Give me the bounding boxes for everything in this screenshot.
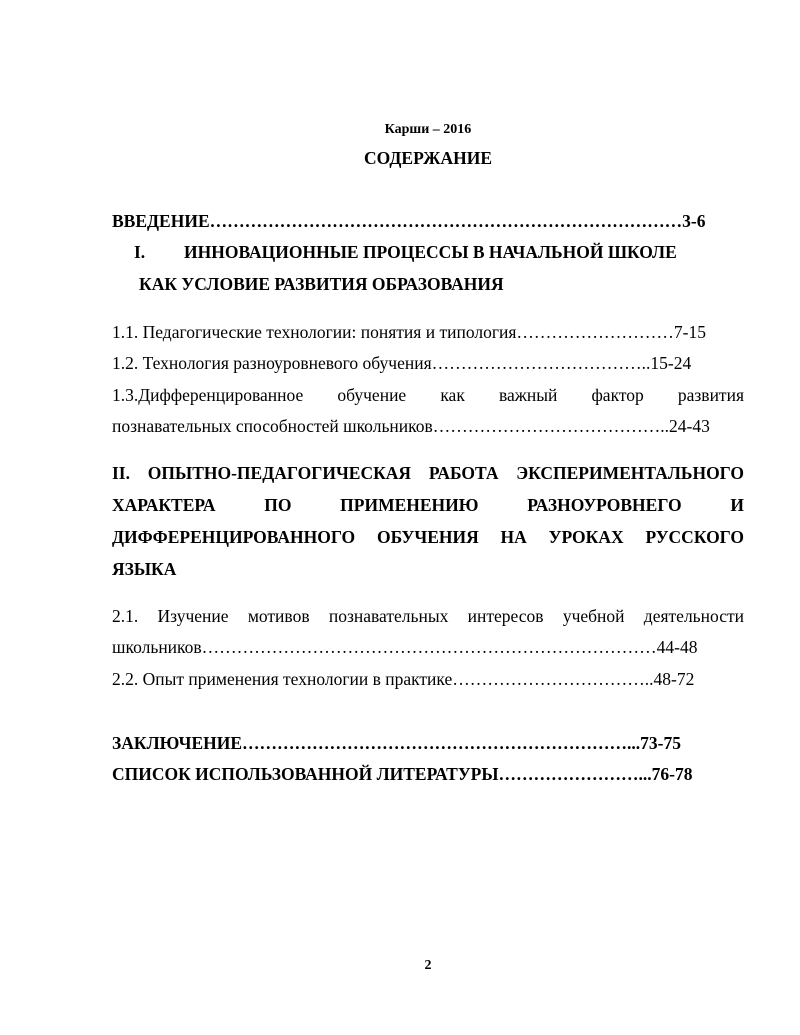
toc-section-1-3-line2: познавательных способностей школьников…………………………………..24-43 [112, 416, 710, 436]
toc-chapter2-line3: ДИФФЕРЕНЦИРОВАННОГО ОБУЧЕНИЯ НА УРОКАХ РУССКОГО [112, 527, 744, 547]
toc-chapter2-line2: ХАРАКТЕРА ПО ПРИМЕНЕНИЮ РАЗНОУРОВНЕГО И [112, 495, 744, 515]
toc-references: СПИСОК ИСПОЛЬЗОВАННОЙ ЛИТЕРАТУРЫ……………………...76-78 [112, 764, 693, 784]
page-number: 2 [424, 958, 432, 973]
toc-section-2-2: 2.2. Опыт применения технологии в практике……………………………..48-72 [112, 669, 695, 689]
toc-chapter1-title-line1: ИННОВАЦИОННЫЕ ПРОЦЕССЫ В НАЧАЛЬНОЙ ШКОЛЕ [184, 242, 677, 262]
page-title: СОДЕРЖАНИЕ [363, 148, 492, 168]
toc-section-1-1: 1.1. Педагогические технологии: понятия и типология………………………7-15 [112, 322, 706, 342]
toc-section-2-1-line1: 2.1. Изучение мотивов познавательных интересов учебной деятельности [112, 606, 744, 626]
toc-chapter2-line1: II. ОПЫТНО-ПЕДАГОГИЧЕСКАЯ РАБОТА ЭКСПЕРИМЕНТАЛЬНОГО [112, 463, 744, 483]
toc-section-2-1-line2: школьников……………………………………………………………………44-48 [112, 637, 698, 657]
toc-chapter1-number: I. [134, 242, 146, 262]
toc-intro: ВВЕДЕНИЕ………………………………………………………………………3-6 [112, 211, 706, 231]
toc-chapter2-line4: ЯЗЫКА [112, 559, 177, 579]
toc-chapter1-title-line2: КАК УСЛОВИЕ РАЗВИТИЯ ОБРАЗОВАНИЯ [139, 274, 504, 294]
toc-section-1-3-line1: 1.3.Дифференцированное обучение как важный фактор развития [112, 385, 744, 405]
toc-conclusion: ЗАКЛЮЧЕНИЕ…………………………………………………………...73-75 [112, 733, 682, 753]
toc-section-1-2: 1.2. Технология разноуровневого обучения………………………………..15-24 [112, 353, 692, 373]
city-year: Карши – 2016 [384, 122, 472, 137]
